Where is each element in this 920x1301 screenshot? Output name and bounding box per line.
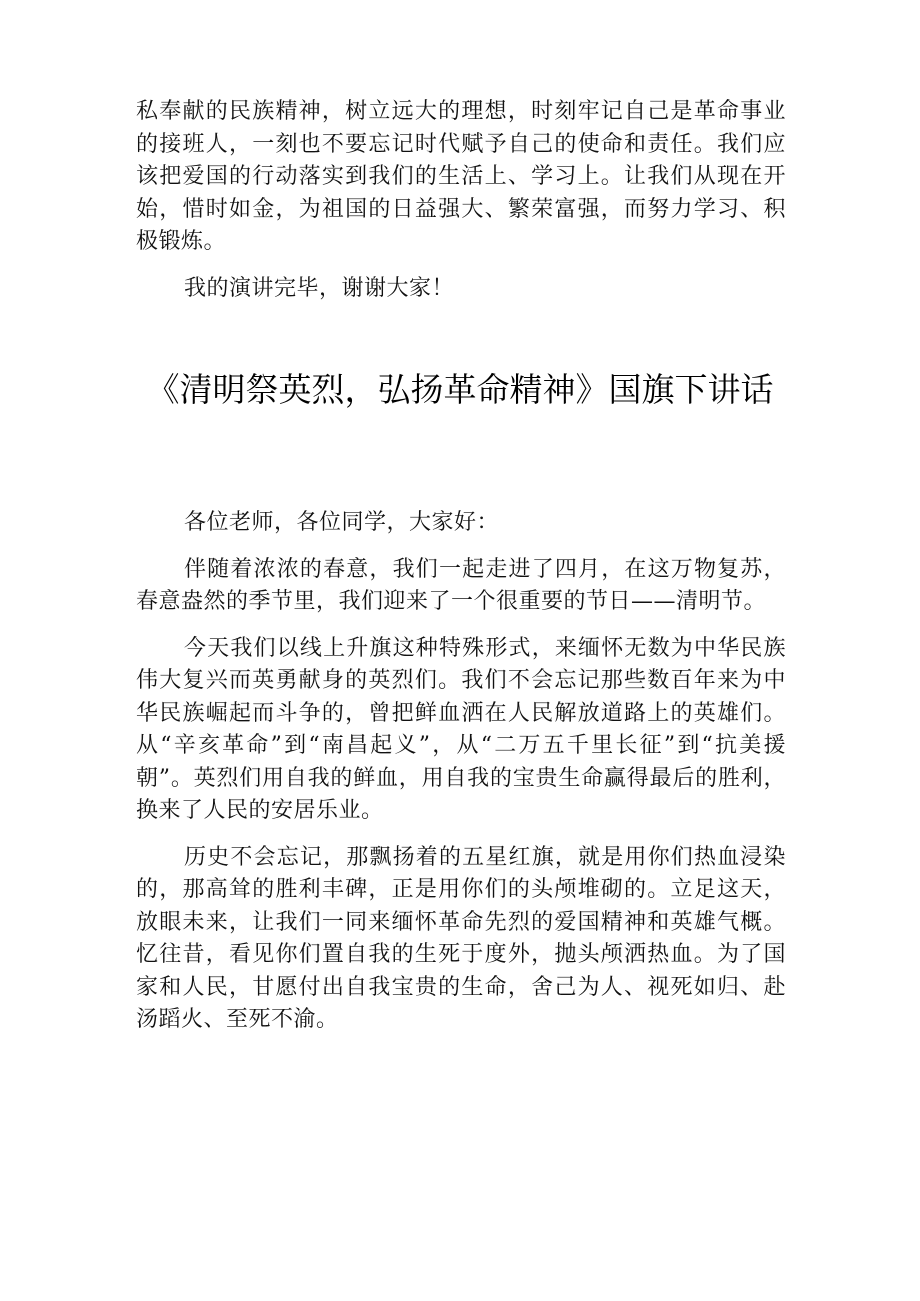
speech-body (136, 507, 786, 1051)
closing-line: 我的演讲完毕，谢谢大家！ (184, 275, 455, 301)
speech-paragraph: 今天我们以线上升旗这种特殊形式，来缅怀无数为中华民族伟大复兴而英勇献身的英烈们。我们不会忘记那些数百年来为中华民族崛起而斗争的，曾把鲜血洒在人民解放道路上的英雄们。从“辛亥革命”到“南昌起义”，从“二万五千里长征”到“抗美援朝”。英烈们用自我的鲜血，用自我的宝贵生命赢得最后的胜利，换来了人民的安居乐业。 (136, 635, 786, 823)
previous-speech-ending (136, 96, 786, 305)
greeting: 各位老师，各位同学，大家好： (184, 510, 500, 535)
continuation-paragraph: 私奉献的民族精神，树立远大的理想，时刻牢记自己是革命事业的接班人，一刻也不要忘记时代赋予自己的使命和责任。我们应该把爱国的行动落实到我们的生活上、学习上。让我们从现在开始，惜时如金，为祖国的日益强大、繁荣富强，而努力学习、积极锻炼。 (136, 99, 786, 254)
speech-paragraph: 伴随着浓浓的春意，我们一起走进了四月，在这万物复苏，春意盎然的季节里，我们迎来了一个很重要的节日——清明节。 (136, 556, 786, 614)
speech-title: 《清明祭英烈，弘扬革命精神》国旗下讲话 (146, 370, 774, 409)
speech-paragraph: 历史不会忘记，那飘扬着的五星红旗，就是用你们热血浸染的，那高耸的胜利丰碑，正是用你们的头颅堆砌的。立足这天，放眼未来，让我们一同来缅怀革命先烈的爱国精神和英雄气概。忆往昔，看见你们置自我的生死于度外，抛头颅洒热血。为了国家和人民，甘愿付出自我宝贵的生命，舍己为人、视死如归、赴汤蹈火、至死不渝。 (136, 844, 786, 1032)
